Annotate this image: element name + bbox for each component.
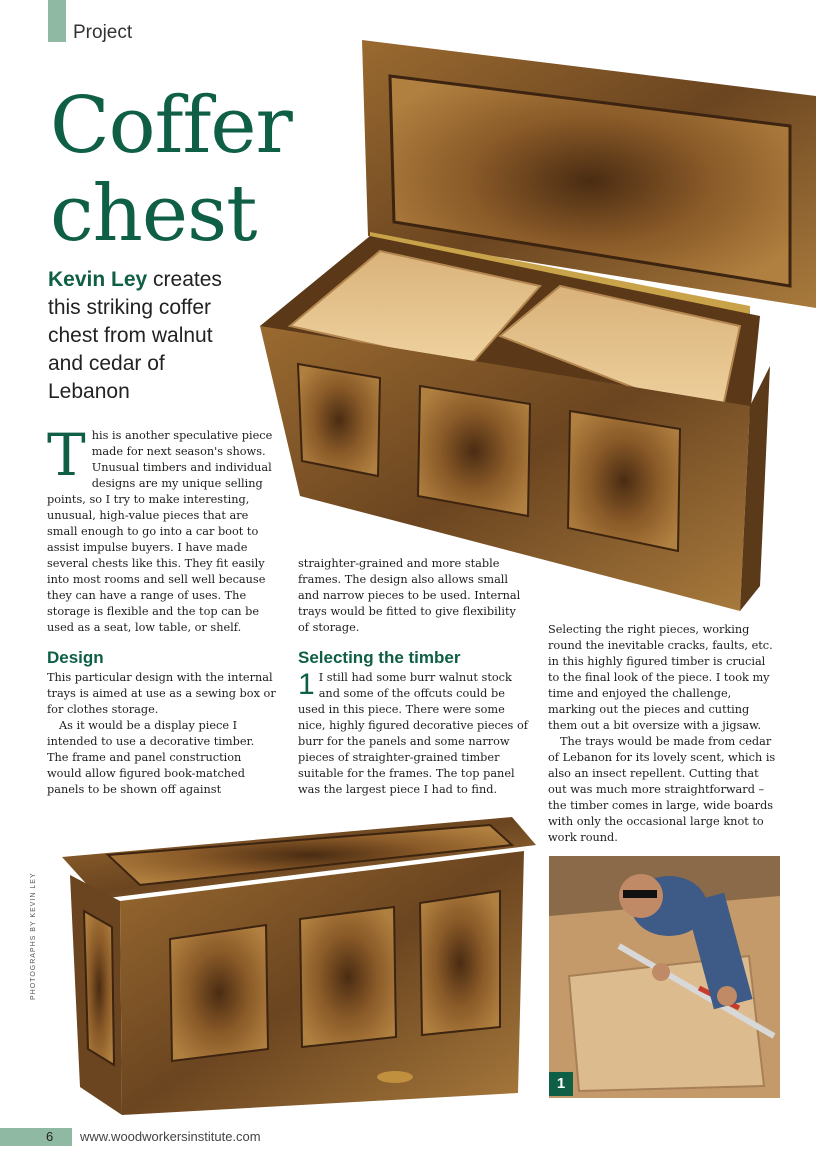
photo-open-chest (250, 36, 816, 616)
drop-cap: T (47, 421, 86, 489)
photo-closed-chest (60, 815, 538, 1125)
selecting-p2: Selecting the right pieces, working round the inevitable cracks, faults, etc. in this highly figured timber is crucial to the final look of the piece. I took my time and enjoyed the challenge, marking out the pieces and cutting them out a bit oversize with a jigsaw. (548, 623, 773, 732)
section-label: Project (73, 22, 133, 43)
workshop-illustration (549, 856, 780, 1098)
footer-tab (0, 1128, 72, 1146)
section-tab (48, 0, 66, 42)
page-number: 6 (46, 1129, 54, 1144)
standfirst (48, 266, 248, 406)
closed-chest-illustration (60, 815, 538, 1125)
author-name: Kevin Ley (48, 268, 148, 291)
selecting-section (298, 648, 530, 798)
design-section (47, 648, 277, 798)
photo-caption-number: 1 (549, 1072, 573, 1096)
photo-credit: PHOTOGRAPHS BY KEVIN LEY (30, 872, 37, 1000)
title-line-1: Coffer (50, 81, 292, 171)
standfirst-text: creates this striking coffer chest from walnut and cedar of Lebanon (48, 268, 222, 403)
selecting-p3: The trays would be made from cedar of Lebanon for its lovely scent, which is also an insect repellent. Cutting that out was much more straightforward – the timber comes in large, wide boards with only the occasional large knot to work round. (548, 735, 776, 844)
selecting-continued (548, 622, 780, 846)
selecting-p1: I still had some burr walnut stock and some of the offcuts could be used in this piece. There were some nice, highly figured decorative pieces of burr for the panels and some narrow pieces of straighter-grained timber suitable for the frames. The top panel was the largest piece I had to find. (298, 671, 528, 796)
design-p3: straighter-grained and more stable frames. The design also allows small and narrow pieces to be used. Internal trays would be fitted to give flexibility of storage. (298, 557, 521, 634)
title-line-2: chest (50, 169, 257, 259)
footer-url[interactable]: www.woodworkersinstitute.com (80, 1129, 261, 1144)
intro-paragraph (47, 421, 275, 636)
step-number: 1 (298, 668, 315, 701)
design-heading: Design (47, 648, 104, 667)
photo-marking-timber (549, 856, 780, 1098)
selecting-heading: Selecting the timber (298, 648, 461, 667)
intro-text: his is another speculative piece made for next season's shows. Unusual timbers and individual designs are my unique selling points, so I try to make interesting, unusual, high-value pieces that are small enough to go into a car boot to assist impulse buyers. I have made several chests like this. They fit easily into most rooms and sell well because they can have a range of uses. The storage is flexible and the top can be used as a seat, low table, or shelf. (47, 429, 273, 634)
design-p2: As it would be a display piece I intended to use a decorative timber. The frame and panel construction would allow figured book-matched panels to be shown off against (47, 719, 255, 796)
open-chest-illustration (250, 36, 816, 616)
design-p1: This particular design with the internal trays is aimed at use as a sewing box or for clothes storage. (47, 671, 276, 716)
design-continued (298, 556, 528, 636)
